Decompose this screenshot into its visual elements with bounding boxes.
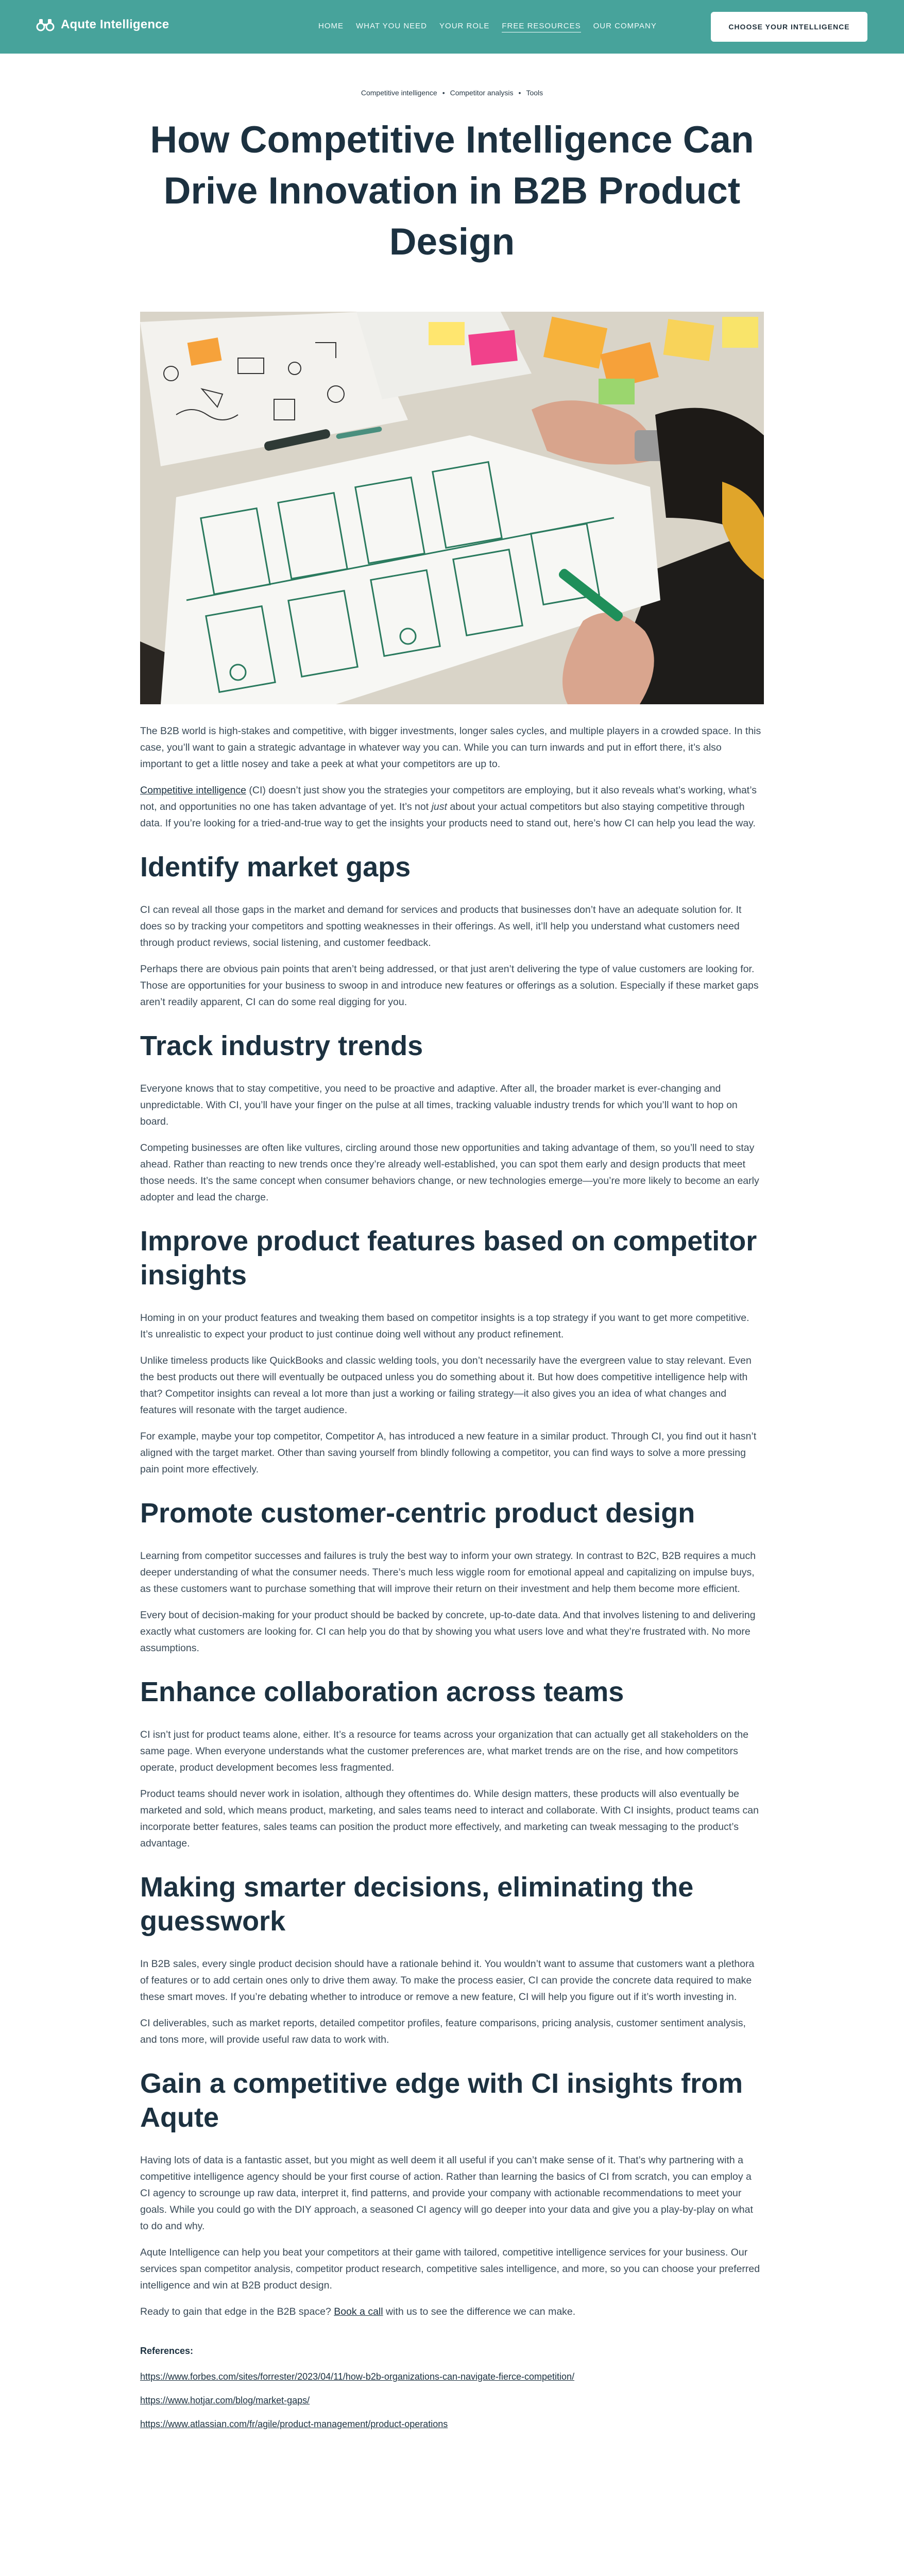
section-paragraph: Every bout of decision-making for your product should be backed by concrete, up-to-date data. And that involves listening to and delivering exactly what customers are looking for. CI can help you do that by showing you what users love and what they’re frustrated with. No more assumptions. — [140, 1609, 756, 1654]
tag-competitive-intelligence[interactable]: Competitive intelligence — [361, 89, 437, 97]
nav-home[interactable]: HOME — [318, 22, 344, 30]
binoculars-icon — [36, 18, 55, 31]
nav-what-you-need[interactable]: WHAT YOU NEED — [356, 22, 428, 30]
section-paragraph: For example, maybe your top competitor, Competitor A, has introduced a new feature in a similar product. Through CI, you find out it hasn’t aligned with the target market. Other than saving yourself from blindly following a competitor, you can find ways to solve a more pressing pain point more effectively. — [140, 1431, 757, 1475]
hero-image — [140, 312, 764, 704]
choose-intelligence-button[interactable]: CHOOSE YOUR INTELLIGENCE — [711, 12, 867, 42]
site-header — [0, 0, 904, 54]
section-heading-customer-centric: Promote customer-centric product design — [140, 1498, 695, 1529]
reference-link[interactable]: https://www.forbes.com/sites/forrester/2023/04/11/how-b2b-organizations-can-navigate-fierce-competition/ — [140, 2371, 575, 2382]
section-paragraph: CI deliverables, such as market reports, detailed competitor profiles, feature comparisons, pricing analysis, customer sentiment analysis, and tons more, will provide useful raw data to work with. — [140, 2018, 746, 2045]
section-paragraph: Everyone knows that to stay competitive, you need to be proactive and adaptive. After all, the broader market is ever-changing and unpredictable. With CI, you’ll have your finger on the pulse at all times, tracking valuable industry trends for which you’ll want to hop on board. — [140, 1083, 738, 1127]
section-heading-market-gaps: Identify market gaps — [140, 852, 411, 883]
section-paragraph: Unlike timeless products like QuickBooks and classic welding tools, you don’t necessarily have the evergreen value to stay relevant. Even the best products out there will eventually be outpaced unless you do something about it. But how does competitive intelligence help with that? Competitor insights can reveal a lot more than just a working or failing strategy—it also gives you an idea of what changes and features will resonate with the target audience. — [140, 1355, 752, 1416]
references-label: References: — [140, 2346, 194, 2356]
section-paragraph: Ready to gain that edge in the B2B space? Book a call with us to see the difference we can make. — [140, 2306, 576, 2317]
section-paragraph: Learning from competitor successes and failures is truly the best way to inform your own strategy. In contrast to B2C, B2B requires a much deeper understanding of what the consumer needs. There’s much less wiggle room for emotional appeal and capitalizing on impulse buys, as these customers want to purchase something that will improve their return on their investment and help them become more efficient. — [140, 1550, 756, 1595]
section-heading-smarter-decisions: Making smarter decisions, eliminating the guesswork — [140, 1872, 694, 1937]
reference-link[interactable]: https://www.hotjar.com/blog/market-gaps/ — [140, 2395, 310, 2405]
tag-separator: • — [442, 89, 445, 97]
tag-separator: • — [518, 89, 521, 97]
book-a-call-link[interactable]: Book a call — [334, 2306, 383, 2317]
brand-logo[interactable] — [36, 18, 169, 32]
section-paragraph: Having lots of data is a fantastic asset, but you might as well deem it all useful if you can’t make sense of it. That’s why partnering with a competitive intelligence agency should be your first course of action. Rather than learning the basics of CI from scratch, you can employ a CI agency to scrounge up raw data, interpret it, find patterns, and provide your company with actionable recommendations to meet your goals. While you could go with the DIY approach, a seasoned CI agency will go deeper into your data and give you a play-by-play on what to do and why. — [140, 2155, 753, 2232]
nav-our-company[interactable]: OUR COMPANY — [593, 22, 657, 30]
post-tags — [0, 89, 904, 97]
section-heading-product-features: Improve product features based on competitor insights — [140, 1226, 757, 1291]
section-paragraph: Competing businesses are often like vultures, circling around those new opportunities and taking advantage of them, so you’ll need to stay ahead. Rather than reacting to new trends once they’re already well-established, you can spot them early and design products that meet those needs. It’s the same concept when consumer behaviors change, or new technologies emerge—you’re more likely to become an early adopter and lead the charge. — [140, 1142, 759, 1203]
section-paragraph: CI can reveal all those gaps in the market and demand for services and products that businesses don’t have an adequate solution for. It does so by tracking your competitors and spotting weaknesses in their offerings. As well, it’ll help you understand what customers need through product reviews, social listening, and customer feedback. — [140, 904, 742, 948]
intro-paragraph: The B2B world is high-stakes and competitive, with bigger investments, longer sales cycles, and multiple players in a crowded space. In this case, you’ll want to gain a strategic advantage in whatever way you can. While you can turn inwards and put in effort there, it’s also important to get a little nosey and take a peek at what your competitors are up to. — [140, 725, 761, 770]
section-heading-collaboration: Enhance collaboration across teams — [140, 1676, 624, 1707]
wireframe-sketch-photo — [140, 312, 764, 704]
page-title: How Competitive Intelligence Can Drive Innovation in B2B Product Design — [150, 119, 754, 263]
section-paragraph: Homing in on your product features and tweaking them based on competitor insights is a top strategy if you want to get more competitive. It’s unrealistic to expect your product to just continue doing well without any product refinement. — [140, 1312, 749, 1340]
nav-your-role[interactable]: YOUR ROLE — [439, 22, 490, 30]
section-paragraph: Aqute Intelligence can help you beat your competitors at their game with tailored, competitive intelligence services for your business. Our services span competitor analysis, competitor product research, competitive sales intelligence, and more, so you can choose your preferred intelligence and win at B2B product design. — [140, 2247, 760, 2291]
main-nav — [318, 22, 657, 32]
intro-paragraph: Competitive intelligence (CI) doesn’t just show you the strategies your competitors are employing, but it also reveals what’s working, what’s not, and opportunities no one has taken advantage of yet. It’s not just about your actual competitors but also staying competitive through data. If you’re looking for a tried-and-true way to get the insights your products need to stand out, here’s how CI can help you lead the way. — [140, 785, 757, 829]
section-paragraph: In B2B sales, every single product decision should have a rationale behind it. You wouldn’t want to assume that customers want a plethora of features or to add certain ones only to drive them away. To make the process easier, CI can provide the concrete data required to make these smart moves. If you’re debating whether to introduce or remove a new feature, CI will help you figure out if it’s worth investing in. — [140, 1958, 755, 2003]
section-heading-competitive-edge: Gain a competitive edge with CI insights from Aqute — [140, 2068, 743, 2133]
section-paragraph: Perhaps there are obvious pain points that aren’t being addressed, or that just aren’t delivering the type of value customers are looking for. Those are opportunities for your business to swoop in and introduce new features or offerings as a solution. Especially if these market gaps aren’t readily apparent, CI can do some real digging for you. — [140, 963, 759, 1008]
competitive-intelligence-link[interactable]: Competitive intelligence — [140, 785, 246, 796]
tag-tools[interactable]: Tools — [526, 89, 543, 97]
brand-name: Aqute Intelligence — [61, 18, 169, 31]
reference-link[interactable]: https://www.atlassian.com/fr/agile/product-management/product-operations — [140, 2419, 448, 2429]
section-heading-industry-trends: Track industry trends — [140, 1030, 423, 1061]
article-body — [140, 723, 764, 2441]
section-paragraph: Product teams should never work in isolation, although they oftentimes do. While design matters, these products will also eventually be marketed and sold, which means product, marketing, and sales teams need to interact and collaborate. With CI insights, product teams can incorporate better features, sales teams can position the product more effectively, and marketing can tweak messaging to the product’s advantage. — [140, 1788, 759, 1849]
tag-competitor-analysis[interactable]: Competitor analysis — [450, 89, 514, 97]
nav-free-resources[interactable]: FREE RESOURCES — [502, 22, 581, 32]
section-paragraph: CI isn’t just for product teams alone, either. It’s a resource for teams across your organization that can actually get all stakeholders on the same page. When everyone understands what the customer preferences are, what market trends are on the rise, and how competitors operate, product development becomes less fragmented. — [140, 1729, 749, 1773]
